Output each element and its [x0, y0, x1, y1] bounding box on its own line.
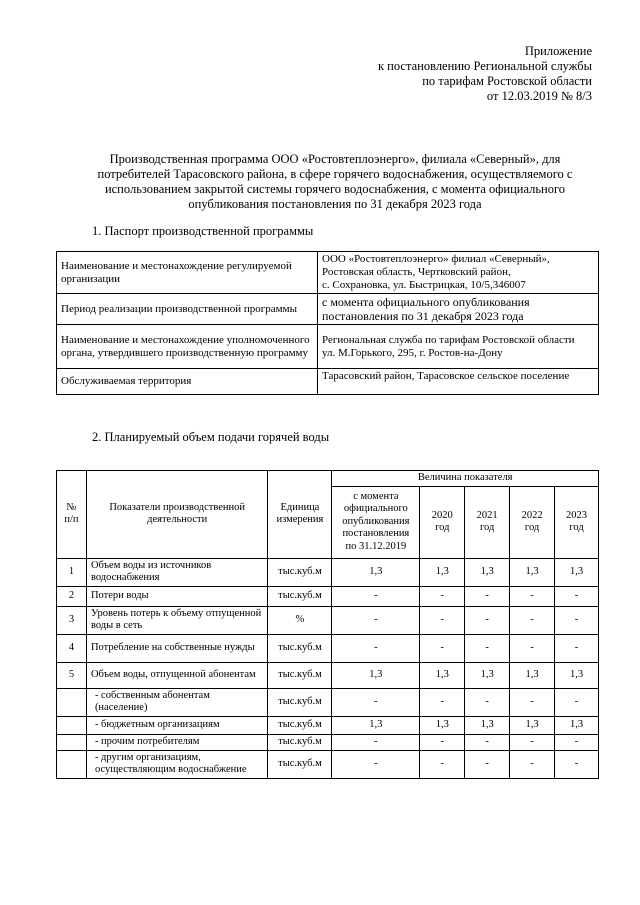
row-value: 1,3	[555, 662, 599, 688]
row-value: 1,3	[510, 558, 555, 586]
row-value: 1,3	[332, 716, 420, 734]
row-value: -	[510, 586, 555, 606]
row-indicator: Потребление на собственные нужды	[86, 634, 268, 662]
row-value: 1,3	[332, 662, 420, 688]
value-line: постановления по 31 декабря 2023 года	[322, 309, 524, 323]
title-line: потребителей Тарасовского района, в сфере горячего водоснабжения, осуществляемого с	[97, 167, 573, 181]
row-num: 1	[57, 558, 87, 586]
row-value: -	[332, 734, 420, 750]
row-value: 1,3	[510, 716, 555, 734]
appendix-line: по тарифам Ростовской области	[422, 74, 592, 88]
row-value: 1,3	[465, 662, 510, 688]
table-row	[57, 734, 599, 750]
row-unit: тыс.куб.м	[268, 688, 332, 716]
value-line: Ростовская область, Чертковский район,	[322, 266, 511, 278]
row-value: -	[465, 634, 510, 662]
appendix-line: к постановлению Региональной службы	[377, 59, 592, 73]
row-value: 1,3	[555, 716, 599, 734]
title-line: Производственная программа ООО «Ростовтеплоэнерго», филиала «Северный», для	[109, 152, 561, 166]
row-label: Наименование и местонахождение регулируемой организации	[57, 252, 318, 294]
table-row	[57, 325, 599, 369]
row-value: -	[465, 734, 510, 750]
row-indicator: - собственным абонентам (население)	[86, 688, 268, 716]
table-row	[57, 688, 599, 716]
value-line: ул. М.Горького, 295, г. Ростов-на-Дону	[322, 346, 503, 359]
header-col1: 2020 год	[420, 486, 465, 558]
row-value	[318, 294, 599, 325]
section2-heading: 2. Планируемый объем подачи горячей воды	[92, 430, 330, 444]
row-value: 1,3	[465, 716, 510, 734]
row-num: 2	[57, 586, 87, 606]
row-value: -	[555, 586, 599, 606]
table-row	[57, 662, 599, 688]
row-num: 3	[57, 606, 87, 634]
row-label: Период реализации производственной программы	[57, 294, 318, 325]
value-line: с момента официального опубликования	[322, 295, 530, 309]
header-col2: 2021 год	[465, 486, 510, 558]
row-value: -	[420, 734, 465, 750]
table-row	[57, 716, 599, 734]
header-col0: с момента официального опубликования постановления по 31.12.2019	[332, 486, 420, 558]
table-row	[57, 369, 599, 395]
passport-table	[56, 251, 599, 395]
row-unit: %	[268, 606, 332, 634]
row-indicator: Объем воды, отпущенной абонентам	[86, 662, 268, 688]
value-line: Региональная служба по тарифам Ростовской области	[322, 333, 575, 346]
row-value	[318, 252, 599, 294]
value-line: ООО «Ростовтеплоэнерго» филиал «Северный»,	[322, 253, 550, 265]
row-value	[318, 325, 599, 369]
appendix-line: от 12.03.2019 № 8/3	[486, 89, 592, 103]
row-value: 1,3	[332, 558, 420, 586]
row-indicator: Уровень потерь к объему отпущенной воды в сеть	[86, 606, 268, 634]
row-value: 1,3	[555, 558, 599, 586]
header-row	[57, 471, 599, 487]
header-col4: 2023 год	[555, 486, 599, 558]
document-title	[70, 152, 600, 212]
row-value: Тарасовский район, Тарасовское сельское поселение	[318, 369, 599, 395]
row-unit: тыс.куб.м	[268, 734, 332, 750]
row-value: -	[420, 586, 465, 606]
row-value: -	[555, 634, 599, 662]
header-indicator: Показатели производственной деятельности	[86, 471, 268, 559]
row-unit: тыс.куб.м	[268, 558, 332, 586]
row-num	[57, 750, 87, 778]
row-value: 1,3	[420, 662, 465, 688]
table-row	[57, 294, 599, 325]
section1-heading: 1. Паспорт производственной программы	[92, 224, 314, 238]
row-value: -	[420, 634, 465, 662]
row-indicator: - бюджетным организациям	[86, 716, 268, 734]
row-unit: тыс.куб.м	[268, 586, 332, 606]
row-value: -	[510, 634, 555, 662]
table-row	[57, 586, 599, 606]
table-row	[57, 750, 599, 778]
row-num: 4	[57, 634, 87, 662]
row-value: -	[420, 606, 465, 634]
row-value: -	[510, 734, 555, 750]
row-value: -	[555, 606, 599, 634]
appendix-line: Приложение	[524, 44, 592, 58]
row-value: -	[332, 750, 420, 778]
row-value: -	[420, 688, 465, 716]
row-indicator: - прочим потребителям	[86, 734, 268, 750]
row-value: -	[510, 606, 555, 634]
row-indicator: Объем воды из источников водоснабжения	[86, 558, 268, 586]
row-value: -	[332, 688, 420, 716]
row-value: -	[465, 688, 510, 716]
row-unit: тыс.куб.м	[268, 634, 332, 662]
row-value: 1,3	[420, 716, 465, 734]
row-value: -	[510, 688, 555, 716]
row-value: 1,3	[510, 662, 555, 688]
value-line: с. Сохрановка, ул. Быстрицкая, 10/5,346007	[322, 279, 526, 291]
table-row	[57, 634, 599, 662]
row-value: -	[465, 586, 510, 606]
row-num	[57, 734, 87, 750]
row-value: -	[465, 606, 510, 634]
water-supply-table	[56, 470, 599, 779]
row-value: -	[465, 750, 510, 778]
table-row	[57, 558, 599, 586]
header-unit: Единица измерения	[268, 471, 332, 559]
row-value: -	[555, 734, 599, 750]
header-num: № п/п	[57, 471, 87, 559]
row-label: Наименование и местонахождение уполномоченного органа, утвердившего производственную программу	[57, 325, 318, 369]
row-value: -	[332, 606, 420, 634]
table-row	[57, 606, 599, 634]
header-group: Величина показателя	[332, 471, 599, 487]
row-value: -	[510, 750, 555, 778]
row-value: -	[332, 634, 420, 662]
row-indicator: - другим организациям, осуществляющим водоснабжение	[86, 750, 268, 778]
row-label: Обслуживаемая территория	[57, 369, 318, 395]
title-line: использованием закрытой системы горячего водоснабжения, с момента официального	[104, 182, 566, 196]
row-indicator: Потери воды	[86, 586, 268, 606]
row-unit: тыс.куб.м	[268, 662, 332, 688]
row-value: -	[332, 586, 420, 606]
row-value: -	[555, 750, 599, 778]
row-value: -	[555, 688, 599, 716]
row-num	[57, 716, 87, 734]
title-line: опубликования постановления по 31 декабря 2023 года	[188, 197, 482, 211]
row-num: 5	[57, 662, 87, 688]
row-unit: тыс.куб.м	[268, 750, 332, 778]
row-unit: тыс.куб.м	[268, 716, 332, 734]
row-value: -	[420, 750, 465, 778]
row-num	[57, 688, 87, 716]
appendix-header	[378, 44, 592, 104]
row-value: 1,3	[420, 558, 465, 586]
header-col3: 2022 год	[510, 486, 555, 558]
table-row	[57, 252, 599, 294]
row-value: 1,3	[465, 558, 510, 586]
